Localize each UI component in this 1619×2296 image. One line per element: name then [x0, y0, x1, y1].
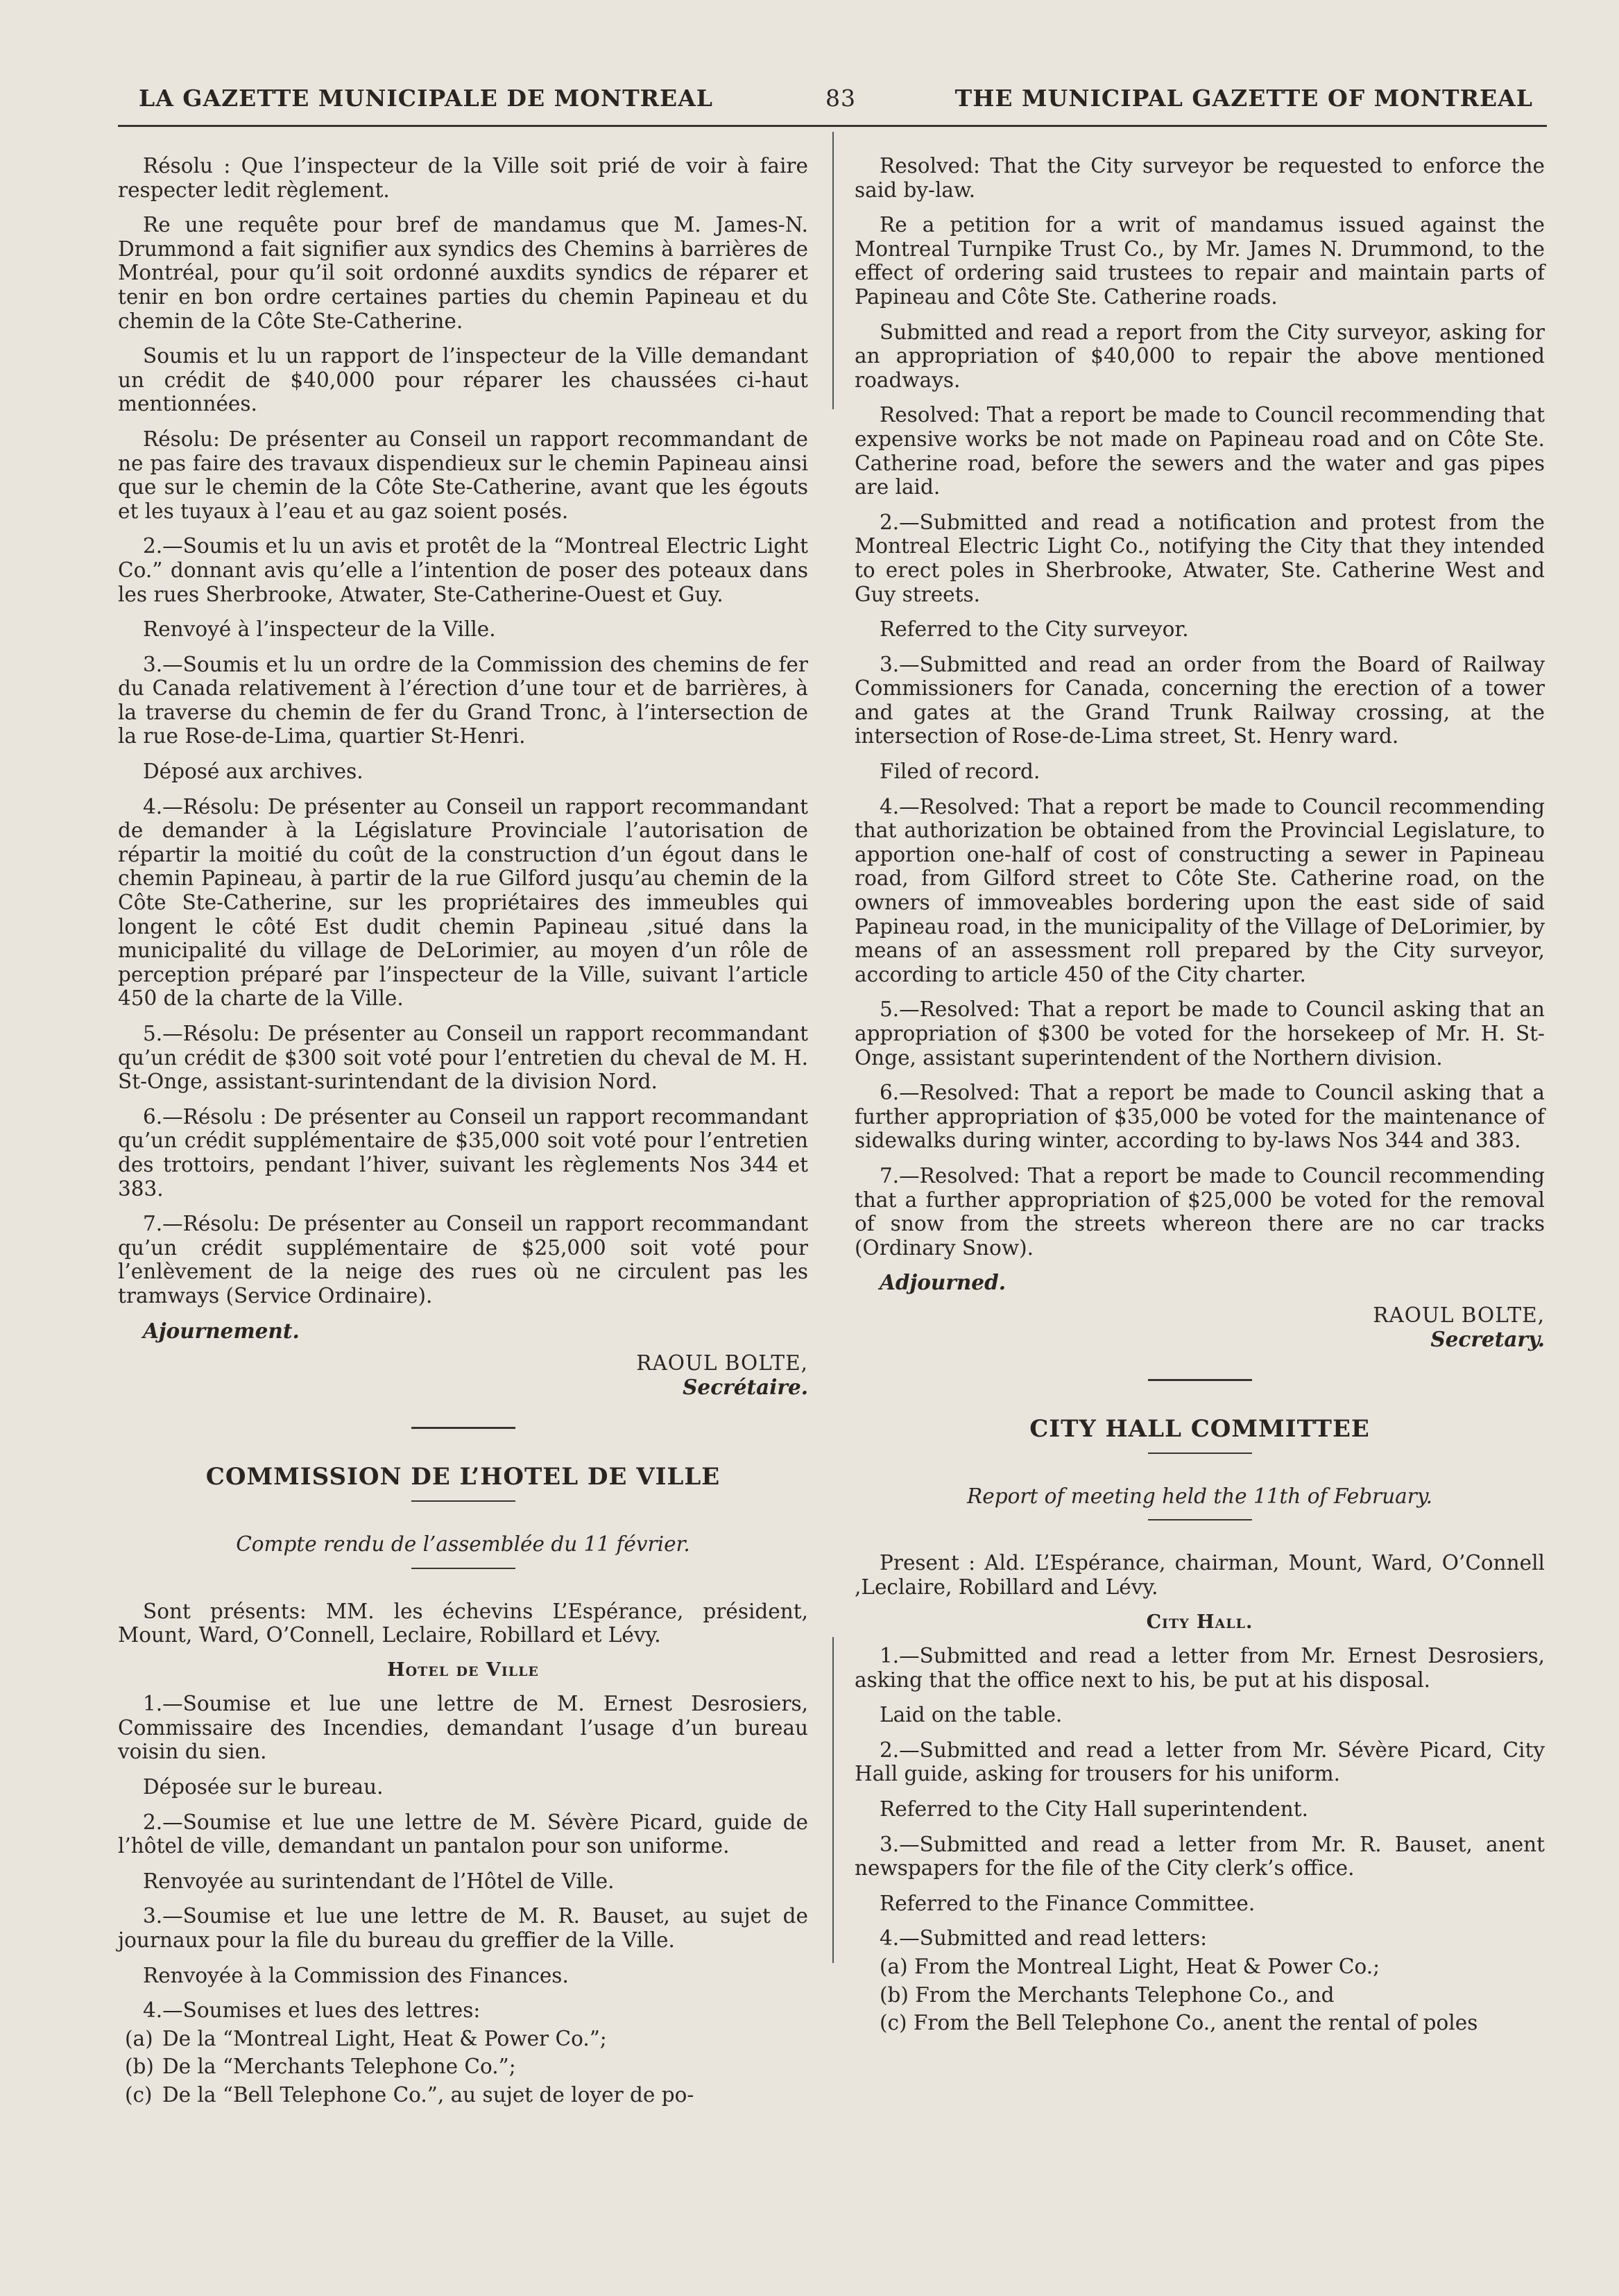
paragraph: 6.—Resolved: That a report be made to Council asking that a further appropriation of $35,000 be voted for the maintenance of sidewalks during winter, according to by-laws Nos 344 and 383. — [855, 1081, 1545, 1153]
column-divider-top — [832, 132, 834, 409]
column-divider-bottom — [832, 1637, 834, 1963]
paragraph: 4.—Soumises et lues des lettres: — [143, 1998, 481, 2023]
french-column — [118, 154, 808, 2111]
paragraph: 1.—Soumise et lue une lettre de M. Ernest Desrosiers, Commissaire des Incendies, demandant l’usage d’un bureau voisin du sien. — [118, 1692, 808, 1764]
paragraph: Résolu: De présenter au Conseil un rapport recommandant de ne pas faire des travaux dispendieux sur le chemin Papineau ainsi que sur le chemin de la Côte Ste-Catherine, avant que les égouts et les tuyaux à l’eau et au gaz soient posés. — [118, 427, 808, 523]
section-rule — [1148, 1379, 1252, 1381]
paragraph: Referred to the Finance Committee. — [880, 1891, 1256, 1915]
paragraph: Resolved: That a report be made to Council recommending that expensive works be not made on Papineau road and on Côte Ste. Catherine road, before the sewers and the water and gas pipes are laid. — [855, 403, 1545, 499]
paragraph: Referred to the City surveyor. — [880, 617, 1189, 642]
paragraph: Renvoyée à la Commission des Finances. — [143, 1963, 569, 1987]
subheading: Hotel de Ville — [387, 1659, 539, 1681]
section-rule — [411, 1427, 515, 1429]
paragraph: Déposée sur le bureau. — [143, 1775, 384, 1799]
adjournment: Ajournement. — [143, 1318, 300, 1343]
paragraph: 7.—Résolu: De présenter au Conseil un rapport recommandant qu’un crédit supplémentaire de $25,000 soit voté pour l’enlèvement de la neige des rues où ne circulent pas les tramways (Service Ordinaire). — [118, 1212, 808, 1308]
paragraph: 2.—Submitted and read a letter from Mr. Sévère Picard, City Hall guide, asking for trousers for his uniform. — [855, 1738, 1545, 1786]
adjournment: Adjourned. — [880, 1270, 1006, 1295]
paragraph: 5.—Résolu: De présenter au Conseil un rapport recommandant qu’un crédit de $300 soit voté pour l’entretien du cheval de M. H. St-Onge, assistant-surintendant de la division Nord. — [118, 1022, 808, 1094]
signature-role: Secretary. — [1430, 1326, 1545, 1351]
header-title-french: LA GAZETTE MUNICIPALE DE MONTREAL — [139, 85, 714, 112]
subheading: City Hall. — [1146, 1611, 1253, 1633]
paragraph: 1.—Submitted and read a letter from Mr. Ernest Desrosiers, asking that the office next to his, be put at his disposal. — [855, 1644, 1545, 1692]
signature-role: Secrétaire. — [683, 1374, 808, 1399]
list-item — [118, 2055, 808, 2079]
paragraph: 3.—Soumise et lue une lettre de M. R. Bauset, au sujet de journaux pour la file du bureau du greffier de la Ville. — [118, 1904, 808, 1953]
paragraph: 2.—Soumise et lue une lettre de M. Sévère Picard, guide de l’hôtel de ville, demandant un pantalon pour son uniforme. — [118, 1810, 808, 1858]
paragraph: Sont présents: MM. les échevins L’Espérance, président, Mount, Ward, O’Connell, Leclaire, Robillard et Lévy. — [118, 1599, 808, 1647]
english-column — [855, 154, 1545, 2039]
paragraph: 2.—Submitted and read a notification and protest from the Montreal Electric Light Co., notifying the City that they intended to erect poles in Sherbrooke, Atwater, Ste. Catherine West and Guy streets. — [855, 510, 1545, 606]
list-text: De la “Montreal Light, Heat & Power Co.”; — [162, 2026, 607, 2050]
section-title: COMMISSION DE L’HOTEL DE VILLE — [205, 1463, 721, 1491]
paragraph: Soumis et lu un rapport de l’inspecteur de la Ville demandant un crédit de $40,000 pour réparer les chaussées ci-haut mentionnées. — [118, 344, 808, 416]
paragraph: Resolved: That the City surveyor be requested to enforce the said by-law. — [855, 154, 1545, 202]
paragraph: 7.—Resolved: That a report be made to Council recommending that a further appropriation of $25,000 be voted for the removal of snow from the streets whereon there are no car tracks (Ordinary Snow). — [855, 1163, 1545, 1260]
paragraph: 4.—Submitted and read letters: — [880, 1926, 1208, 1951]
paragraph: 6.—Résolu : De présenter au Conseil un rapport recommandant qu’un crédit supplémentaire de $35,000 soit voté pour l’entretien des trottoirs, pendant l’hiver, suivant les règlements Nos 344 et 383. — [118, 1104, 808, 1201]
list-item — [118, 2083, 808, 2107]
paragraph: Renvoyée au surintendant de l’Hôtel de Ville. — [143, 1869, 615, 1893]
title-rule — [411, 1500, 515, 1502]
page-header — [139, 85, 1533, 119]
section-title: CITY HALL COMMITTEE — [1029, 1415, 1370, 1443]
signature-name: RAOUL BOLTE, — [1373, 1303, 1545, 1327]
list-item: (b) From the Merchants Telephone Co., and — [880, 1982, 1335, 2007]
subtitle-rule — [1148, 1519, 1252, 1520]
paragraph: 3.—Soumis et lu un ordre de la Commission des chemins de fer du Canada relativement à l’érection d’une tour et de barrières, à la traverse du chemin de fer du Grand Tronc, à l’intersection de la rue Rose-de-Lima, quartier St-Henri. — [118, 652, 808, 748]
list-item — [118, 2027, 808, 2051]
paragraph: 4.—Résolu: De présenter au Conseil un rapport recommandant de demander à la Législature Provinciale l’autorisation de répartir la moitié du coût de la construction d’un égout dans le chemin Papineau, à partir de la rue Gilford jusqu’au chemin de la Côte Ste-Catherine, sur les propriétaires des immeubles qui longent le côté Est dudit chemin Papineau ,situé dans la municipalité du village de DeLorimier, au moyen d’un rôle de perception préparé par l’inspecteur de la Ville, suivant l’article 450 de la charte de la Ville. — [118, 794, 808, 1011]
header-rule — [118, 125, 1547, 127]
report-subtitle: Compte rendu de l’assemblée du 11 février. — [236, 1532, 690, 1556]
paragraph: Re a petition for a writ of mandamus issued against the Montreal Turnpike Trust Co., by Mr. James N. Drummond, to the effect of ordering said trustees to repair and maintain parts of Papineau and Côte Ste. Catherine roads. — [855, 213, 1545, 309]
signature-name: RAOUL BOLTE, — [636, 1351, 808, 1376]
list-text: De la “Merchants Telephone Co.”; — [162, 2055, 516, 2079]
subtitle-rule — [411, 1568, 515, 1569]
paragraph: Déposé aux archives. — [143, 760, 363, 784]
header-title-english: THE MUNICIPAL GAZETTE OF MONTREAL — [954, 85, 1533, 112]
paragraph: Re une requête pour bref de mandamus que M. James-N. Drummond a fait signifier aux syndics des Chemins à barrières de Montréal, pour qu’il soit ordonné auxdits syndics de réparer et tenir en bon ordre certaines parties du chemin Papineau et du chemin de la Côte Ste-Catherine. — [118, 213, 808, 333]
list-label: (b) — [125, 2055, 154, 2079]
paragraph: 3.—Submitted and read a letter from Mr. R. Bauset, anent newspapers for the file of the City clerk’s office. — [855, 1832, 1545, 1881]
paragraph: 5.—Resolved: That a report be made to Council asking that an appropriation of $300 be voted for the horsekeep of Mr. H. St-Onge, assistant superintendent of the Northern division. — [855, 997, 1545, 1070]
paragraph: 2.—Soumis et lu un avis et protêt de la “Montreal Electric Light Co.” donnant avis qu’elle a l’intention de poser des poteaux dans les rues Sherbrooke, Atwater, Ste-Catherine-Ouest et Guy. — [118, 534, 808, 606]
paragraph: 4.—Resolved: That a report be made to Council recommending that authorization be obtained from the Provincial Legislature, to apportion one-half of cost of constructing a sewer in Papineau road, from Gilford street to Côte Ste. Catherine road, on the owners of immoveables bordering upon the east side of said Papineau road, in the municipality of the Village of DeLorimier, by means of an assessment roll prepared by the City surveyor, according to article 450 of the City charter. — [855, 794, 1545, 986]
paragraph: Filed of record. — [880, 760, 1040, 784]
list-label: (a) — [125, 2026, 153, 2050]
paragraph: Referred to the City Hall superintendent. — [880, 1797, 1309, 1822]
paragraph: Submitted and read a report from the City surveyor, asking for an appropriation of $40,000 to repair the above mentioned roadways. — [855, 320, 1545, 392]
paragraph: Renvoyé à l’inspecteur de la Ville. — [143, 617, 496, 642]
list-text: De la “Bell Telephone Co.”, au sujet de loyer de po- — [162, 2083, 694, 2107]
paragraph: Laid on the table. — [880, 1703, 1063, 1727]
paragraph: Present : Ald. L’Espérance, chairman, Mount, Ward, O’Connell ,Leclaire, Robillard and Lévy. — [855, 1551, 1545, 1599]
title-rule — [1148, 1453, 1252, 1454]
list-item: (c) From the Bell Telephone Co., anent the rental of poles — [880, 2011, 1478, 2035]
report-subtitle: Report of meeting held the 11th of February. — [967, 1484, 1432, 1508]
list-label: (c) — [125, 2083, 153, 2107]
list-item: (a) From the Montreal Light, Heat & Power Co.; — [880, 1955, 1380, 1979]
page-number: 83 — [825, 85, 856, 112]
paragraph: Résolu : Que l’inspecteur de la Ville soit prié de voir à faire respecter ledit règlement. — [118, 154, 808, 202]
paragraph: 3.—Submitted and read an order from the Board of Railway Commissioners for Canada, concerning the erection of a tower and gates at the Grand Trunk Railway crossing, at the intersection of Rose-de-Lima street, St. Henry ward. — [855, 652, 1545, 748]
